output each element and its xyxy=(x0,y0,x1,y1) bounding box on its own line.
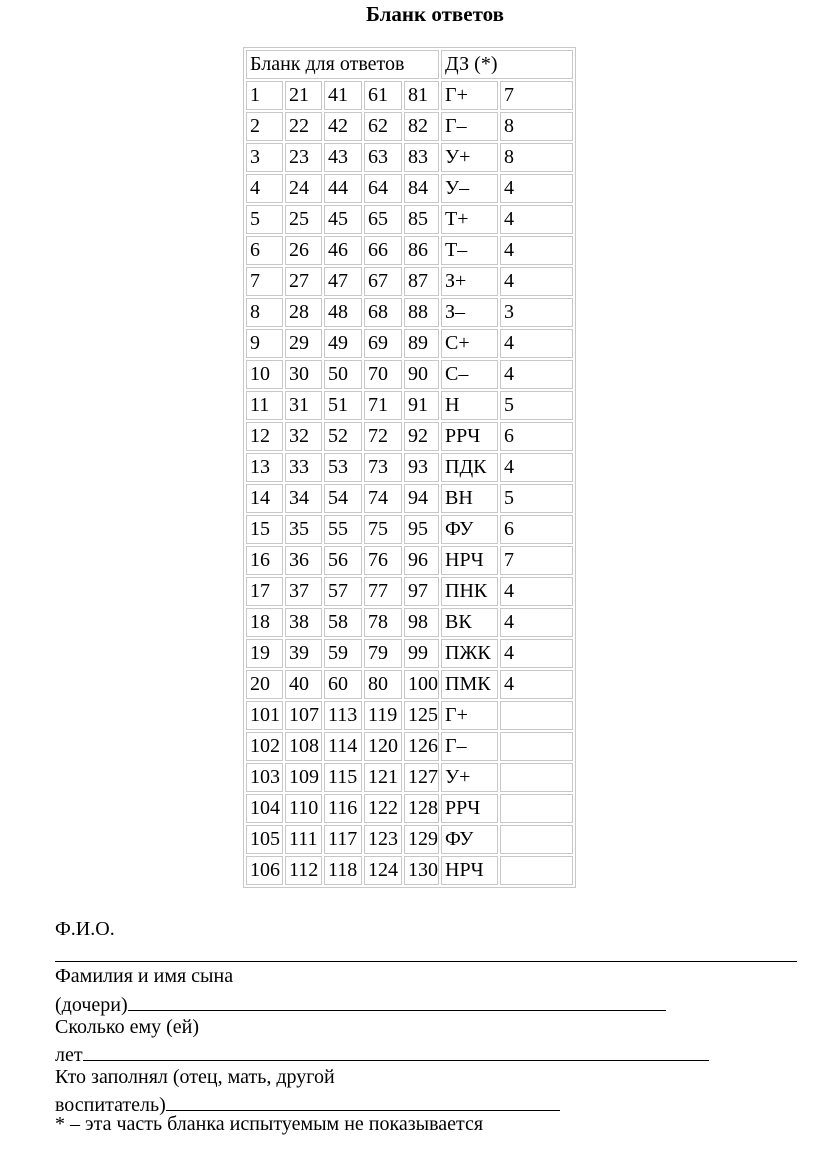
question-number-cell: 36 xyxy=(285,546,322,575)
question-number-cell: 49 xyxy=(324,329,362,358)
question-number-cell: 65 xyxy=(364,205,402,234)
question-number-cell: 47 xyxy=(324,267,362,296)
question-number-cell: 107 xyxy=(285,701,322,730)
question-number-cell: 118 xyxy=(324,856,362,885)
age-line1: Сколько ему (ей) xyxy=(55,1016,200,1038)
question-number-cell: 117 xyxy=(324,825,362,854)
question-number-cell: 75 xyxy=(364,515,402,544)
question-number-cell: 21 xyxy=(285,81,322,110)
question-number-cell: 71 xyxy=(364,391,402,420)
page-title: Бланк ответов xyxy=(366,2,504,26)
scale-cell: Г– xyxy=(441,732,498,761)
table-row xyxy=(246,484,573,513)
dz-cell: 7 xyxy=(500,546,573,575)
question-number-cell: 8 xyxy=(246,298,283,327)
table-row xyxy=(246,794,573,823)
question-number-cell: 62 xyxy=(364,112,402,141)
question-number-cell: 22 xyxy=(285,112,322,141)
question-number-cell: 32 xyxy=(285,422,322,451)
dz-cell: 5 xyxy=(500,391,573,420)
question-number-cell: 38 xyxy=(285,608,322,637)
question-number-cell: 97 xyxy=(404,577,439,606)
table-row xyxy=(246,763,573,792)
question-number-cell: 106 xyxy=(246,856,283,885)
dz-cell[interactable] xyxy=(500,825,573,854)
dz-cell: 4 xyxy=(500,236,573,265)
question-number-cell: 60 xyxy=(324,670,362,699)
header-dz: ДЗ (*) xyxy=(441,50,573,79)
question-number-cell: 43 xyxy=(324,143,362,172)
question-number-cell: 11 xyxy=(246,391,283,420)
table-row xyxy=(246,453,573,482)
question-number-cell: 53 xyxy=(324,453,362,482)
question-number-cell: 76 xyxy=(364,546,402,575)
question-number-cell: 66 xyxy=(364,236,402,265)
dz-cell: 3 xyxy=(500,298,573,327)
question-number-cell: 109 xyxy=(285,763,322,792)
scale-cell: Г+ xyxy=(441,81,498,110)
question-number-cell: 52 xyxy=(324,422,362,451)
scale-cell: У+ xyxy=(441,143,498,172)
question-number-cell: 3 xyxy=(246,143,283,172)
table-row xyxy=(246,143,573,172)
table-row xyxy=(246,174,573,203)
table-row xyxy=(246,112,573,141)
table-row xyxy=(246,732,573,761)
header-answers: Бланк для ответов xyxy=(246,50,439,79)
question-number-cell: 33 xyxy=(285,453,322,482)
dz-cell: 4 xyxy=(500,267,573,296)
dz-cell: 7 xyxy=(500,81,573,110)
question-number-cell: 45 xyxy=(324,205,362,234)
dz-cell[interactable] xyxy=(500,856,573,885)
question-number-cell: 91 xyxy=(404,391,439,420)
dz-cell: 4 xyxy=(500,608,573,637)
question-number-cell: 83 xyxy=(404,143,439,172)
question-number-cell: 126 xyxy=(404,732,439,761)
fio-label: Ф.И.О. xyxy=(55,918,115,940)
question-number-cell: 67 xyxy=(364,267,402,296)
question-number-cell: 92 xyxy=(404,422,439,451)
question-number-cell: 108 xyxy=(285,732,322,761)
scale-cell: З– xyxy=(441,298,498,327)
dz-cell: 8 xyxy=(500,112,573,141)
question-number-cell: 59 xyxy=(324,639,362,668)
table-row xyxy=(246,608,573,637)
age-label: лет xyxy=(55,1044,83,1066)
scale-cell: РРЧ xyxy=(441,794,498,823)
son-name-blank[interactable] xyxy=(128,990,666,1011)
dz-cell: 4 xyxy=(500,670,573,699)
scale-cell: РРЧ xyxy=(441,422,498,451)
question-number-cell: 46 xyxy=(324,236,362,265)
age-blank[interactable] xyxy=(83,1040,709,1061)
question-number-cell: 89 xyxy=(404,329,439,358)
filled-label: воспитатель) xyxy=(55,1094,166,1116)
question-number-cell: 84 xyxy=(404,174,439,203)
question-number-cell: 23 xyxy=(285,143,322,172)
question-number-cell: 69 xyxy=(364,329,402,358)
table-row xyxy=(246,329,573,358)
dz-cell: 4 xyxy=(500,360,573,389)
question-number-cell: 128 xyxy=(404,794,439,823)
question-number-cell: 42 xyxy=(324,112,362,141)
question-number-cell: 34 xyxy=(285,484,322,513)
dz-cell: 4 xyxy=(500,205,573,234)
question-number-cell: 101 xyxy=(246,701,283,730)
scale-cell: ПЖК xyxy=(441,639,498,668)
question-number-cell: 99 xyxy=(404,639,439,668)
question-number-cell: 64 xyxy=(364,174,402,203)
table-header-row xyxy=(246,50,573,79)
question-number-cell: 129 xyxy=(404,825,439,854)
scale-cell: С– xyxy=(441,360,498,389)
question-number-cell: 35 xyxy=(285,515,322,544)
question-number-cell: 4 xyxy=(246,174,283,203)
question-number-cell: 29 xyxy=(285,329,322,358)
table-row xyxy=(246,267,573,296)
question-number-cell: 7 xyxy=(246,267,283,296)
question-number-cell: 87 xyxy=(404,267,439,296)
question-number-cell: 61 xyxy=(364,81,402,110)
age-line2 xyxy=(55,1040,709,1067)
question-number-cell: 103 xyxy=(246,763,283,792)
question-number-cell: 31 xyxy=(285,391,322,420)
question-number-cell: 125 xyxy=(404,701,439,730)
filled-line1: Кто заполнял (отец, мать, другой xyxy=(55,1066,335,1088)
dz-cell: 4 xyxy=(500,639,573,668)
table-row xyxy=(246,298,573,327)
question-number-cell: 28 xyxy=(285,298,322,327)
question-number-cell: 40 xyxy=(285,670,322,699)
scale-cell: ФУ xyxy=(441,515,498,544)
scale-cell: З+ xyxy=(441,267,498,296)
fio-line[interactable] xyxy=(55,961,797,962)
answer-table xyxy=(243,47,576,888)
question-number-cell: 78 xyxy=(364,608,402,637)
question-number-cell: 63 xyxy=(364,143,402,172)
question-number-cell: 127 xyxy=(404,763,439,792)
dz-cell: 4 xyxy=(500,577,573,606)
question-number-cell: 85 xyxy=(404,205,439,234)
question-number-cell: 56 xyxy=(324,546,362,575)
question-number-cell: 79 xyxy=(364,639,402,668)
question-number-cell: 74 xyxy=(364,484,402,513)
question-number-cell: 119 xyxy=(364,701,402,730)
table-row xyxy=(246,515,573,544)
question-number-cell: 114 xyxy=(324,732,362,761)
question-number-cell: 110 xyxy=(285,794,322,823)
question-number-cell: 12 xyxy=(246,422,283,451)
question-number-cell: 96 xyxy=(404,546,439,575)
scale-cell: НРЧ xyxy=(441,856,498,885)
scale-cell: У+ xyxy=(441,763,498,792)
table-row xyxy=(246,546,573,575)
table-row xyxy=(246,577,573,606)
dz-cell: 4 xyxy=(500,453,573,482)
scale-cell: НРЧ xyxy=(441,546,498,575)
table-row xyxy=(246,670,573,699)
question-number-cell: 72 xyxy=(364,422,402,451)
question-number-cell: 13 xyxy=(246,453,283,482)
son-line2 xyxy=(55,990,666,1017)
question-number-cell: 93 xyxy=(404,453,439,482)
question-number-cell: 104 xyxy=(246,794,283,823)
table-row xyxy=(246,236,573,265)
question-number-cell: 16 xyxy=(246,546,283,575)
question-number-cell: 51 xyxy=(324,391,362,420)
question-number-cell: 30 xyxy=(285,360,322,389)
question-number-cell: 58 xyxy=(324,608,362,637)
scale-cell: Т– xyxy=(441,236,498,265)
question-number-cell: 95 xyxy=(404,515,439,544)
question-number-cell: 55 xyxy=(324,515,362,544)
question-number-cell: 25 xyxy=(285,205,322,234)
question-number-cell: 94 xyxy=(404,484,439,513)
question-number-cell: 100 xyxy=(404,670,439,699)
table-body xyxy=(246,81,573,885)
question-number-cell: 105 xyxy=(246,825,283,854)
scale-cell: ПДК xyxy=(441,453,498,482)
question-number-cell: 86 xyxy=(404,236,439,265)
question-number-cell: 77 xyxy=(364,577,402,606)
question-number-cell: 9 xyxy=(246,329,283,358)
question-number-cell: 15 xyxy=(246,515,283,544)
dz-cell[interactable] xyxy=(500,763,573,792)
question-number-cell: 70 xyxy=(364,360,402,389)
question-number-cell: 44 xyxy=(324,174,362,203)
question-number-cell: 98 xyxy=(404,608,439,637)
dz-cell: 5 xyxy=(500,484,573,513)
question-number-cell: 122 xyxy=(364,794,402,823)
question-number-cell: 123 xyxy=(364,825,402,854)
table-row xyxy=(246,205,573,234)
question-number-cell: 80 xyxy=(364,670,402,699)
scale-cell: Н xyxy=(441,391,498,420)
scale-cell: ВН xyxy=(441,484,498,513)
scale-cell: Т+ xyxy=(441,205,498,234)
table-row xyxy=(246,701,573,730)
scale-cell: ПНК xyxy=(441,577,498,606)
question-number-cell: 48 xyxy=(324,298,362,327)
question-number-cell: 81 xyxy=(404,81,439,110)
question-number-cell: 24 xyxy=(285,174,322,203)
dz-cell: 4 xyxy=(500,174,573,203)
question-number-cell: 54 xyxy=(324,484,362,513)
question-number-cell: 130 xyxy=(404,856,439,885)
filled-blank[interactable] xyxy=(166,1090,560,1111)
question-number-cell: 124 xyxy=(364,856,402,885)
question-number-cell: 102 xyxy=(246,732,283,761)
question-number-cell: 57 xyxy=(324,577,362,606)
dz-cell: 6 xyxy=(500,515,573,544)
question-number-cell: 73 xyxy=(364,453,402,482)
table-row xyxy=(246,81,573,110)
question-number-cell: 5 xyxy=(246,205,283,234)
table-row xyxy=(246,825,573,854)
question-number-cell: 82 xyxy=(404,112,439,141)
question-number-cell: 18 xyxy=(246,608,283,637)
question-number-cell: 39 xyxy=(285,639,322,668)
scale-cell: Г+ xyxy=(441,701,498,730)
dz-cell[interactable] xyxy=(500,732,573,761)
question-number-cell: 111 xyxy=(285,825,322,854)
table-row xyxy=(246,856,573,885)
question-number-cell: 88 xyxy=(404,298,439,327)
question-number-cell: 68 xyxy=(364,298,402,327)
question-number-cell: 1 xyxy=(246,81,283,110)
son-line1: Фамилия и имя сына xyxy=(55,965,234,987)
table-row xyxy=(246,422,573,451)
question-number-cell: 26 xyxy=(285,236,322,265)
table-row xyxy=(246,639,573,668)
table-row xyxy=(246,360,573,389)
question-number-cell: 120 xyxy=(364,732,402,761)
dz-cell: 6 xyxy=(500,422,573,451)
scale-cell: Г– xyxy=(441,112,498,141)
son-label: (дочери) xyxy=(55,994,128,1016)
footnote: * – эта часть бланка испытуемым не показывается xyxy=(55,1113,484,1135)
question-number-cell: 121 xyxy=(364,763,402,792)
question-number-cell: 113 xyxy=(324,701,362,730)
question-number-cell: 10 xyxy=(246,360,283,389)
scale-cell: ВК xyxy=(441,608,498,637)
scale-cell: У– xyxy=(441,174,498,203)
question-number-cell: 19 xyxy=(246,639,283,668)
table-row xyxy=(246,391,573,420)
scale-cell: ПМК xyxy=(441,670,498,699)
dz-cell: 8 xyxy=(500,143,573,172)
dz-cell[interactable] xyxy=(500,794,573,823)
scale-cell: С+ xyxy=(441,329,498,358)
dz-cell[interactable] xyxy=(500,701,573,730)
question-number-cell: 115 xyxy=(324,763,362,792)
question-number-cell: 2 xyxy=(246,112,283,141)
question-number-cell: 116 xyxy=(324,794,362,823)
question-number-cell: 90 xyxy=(404,360,439,389)
scale-cell: ФУ xyxy=(441,825,498,854)
question-number-cell: 50 xyxy=(324,360,362,389)
question-number-cell: 27 xyxy=(285,267,322,296)
question-number-cell: 14 xyxy=(246,484,283,513)
question-number-cell: 17 xyxy=(246,577,283,606)
question-number-cell: 20 xyxy=(246,670,283,699)
dz-cell: 4 xyxy=(500,329,573,358)
question-number-cell: 6 xyxy=(246,236,283,265)
question-number-cell: 112 xyxy=(285,856,322,885)
question-number-cell: 37 xyxy=(285,577,322,606)
question-number-cell: 41 xyxy=(324,81,362,110)
